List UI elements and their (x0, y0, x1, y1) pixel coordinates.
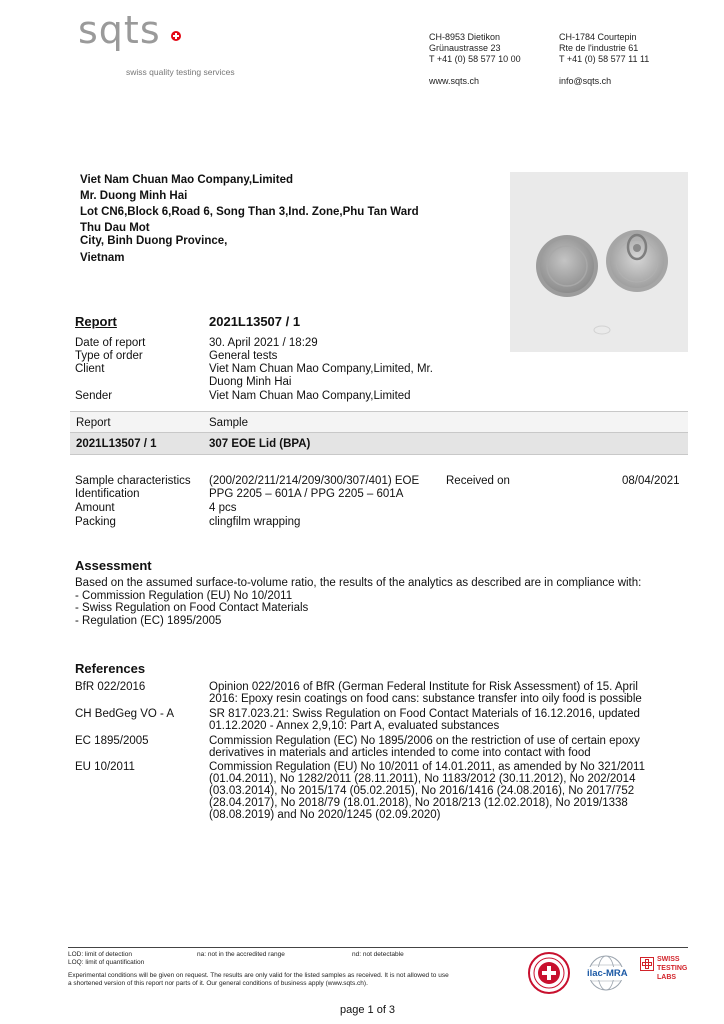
reference-line: (28.04.2017), No 2018/79 (18.01.2018), No 2018/213 (12.02.2018), No 2019/1338 (209, 797, 628, 809)
stl-line: SWISS (657, 956, 680, 963)
reference-key: EC 1895/2005 (75, 735, 149, 747)
client-address-block (80, 172, 419, 266)
reference-key: CH BedGeg VO - A (75, 708, 175, 720)
client-city-province: City, Binh Duong Province, (80, 235, 228, 247)
reference-line: (03.03.2014), No 2015/174 (05.02.2015), No 2016/1416 (24.08.2016), No 2017/752 (209, 785, 635, 797)
column-header: Sample (209, 417, 248, 429)
assessment-line: - Commission Regulation (EU) No 10/2011 (75, 589, 293, 602)
table-header-row (70, 411, 688, 433)
client-company: Viet Nam Chuan Mao Company,Limited (80, 174, 293, 186)
logo-wordmark: sqts (78, 8, 161, 52)
references-title: References (75, 661, 146, 676)
assessment-text (75, 577, 641, 627)
assessment-title: Assessment (75, 558, 152, 573)
field-label: Packing (75, 516, 116, 528)
address-line: Grünaustrasse 23 (429, 43, 501, 53)
reference-text (209, 708, 687, 732)
identification: PPG 2205 – 601A / PPG 2205 – 601A (209, 488, 404, 500)
reference-key: BfR 022/2016 (75, 681, 146, 693)
field-label: Date of report (75, 337, 146, 349)
amount: 4 pcs (209, 502, 237, 514)
report-label: Report (75, 314, 117, 329)
logo-tagline: swiss quality testing services (126, 67, 235, 77)
packing: clingfilm wrapping (209, 516, 301, 528)
sample-table (70, 411, 688, 455)
reference-line: derivatives in materials and articles intended to come into contact with food (209, 747, 591, 759)
reference-line: (01.04.2011), No 1282/2011 (28.11.2011), No 1183/2012 (30.11.2012), No 202/2014 (209, 773, 636, 785)
sample-characteristics: (200/202/211/214/209/300/307/401) EOE (209, 475, 420, 487)
client-person: Mr. Duong Minh Hai (80, 190, 188, 202)
swiss-accreditation-seal (528, 952, 570, 994)
phone-line: T +41 (0) 58 577 11 11 (559, 54, 650, 64)
sample-photo (510, 172, 688, 352)
field-label: Amount (75, 502, 115, 514)
field-label: Identification (75, 488, 140, 500)
assessment-line: - Regulation (EC) 1895/2005 (75, 614, 222, 627)
received-on-label: Received on (446, 475, 510, 487)
reference-line: (08.08.2019) and No 2020/1245 (02.09.2020) (209, 809, 441, 821)
office-dietikon-address (429, 32, 521, 87)
stl-line: TESTING (657, 965, 688, 972)
field-label: Sender (75, 390, 113, 402)
table-row (70, 433, 688, 455)
swiss-cross-seal-icon (528, 952, 570, 994)
legend-lod: LOD: limit of detection (68, 951, 132, 958)
ilac-label: ilac-MRA (587, 968, 628, 979)
swiss-cross-icon (171, 31, 181, 41)
office-courtepin-address (559, 32, 649, 87)
legend-loq: LOQ: limit of quantification (68, 959, 145, 966)
column-header: Report (76, 417, 111, 429)
reference-text (209, 681, 687, 705)
client-value: Viet Nam Chuan Mao Company,Limited, Mr. (209, 363, 433, 375)
reference-key: EU 10/2011 (75, 761, 135, 773)
email-link[interactable]: info@sqts.ch (559, 76, 612, 86)
sender-value: Viet Nam Chuan Mao Company,Limited (209, 390, 411, 402)
swiss-testing-labs-logo (640, 955, 690, 993)
ilac-mra-logo (578, 953, 634, 993)
type-of-order: General tests (209, 350, 278, 362)
disclaimer-line: Experimental conditions will be given on request. The results are only valid for the listed samples as received. It is not allowed to use (68, 972, 449, 979)
reference-line: Commission Regulation (EU) No 10/2011 of 14.01.2011, as amended by No 321/2011 (209, 761, 645, 773)
client-country: Vietnam (80, 252, 125, 264)
stl-line: LABS (657, 974, 677, 981)
field-label: Type of order (75, 350, 143, 362)
field-label: Client (75, 363, 105, 375)
report-number: 2021L13507 / 1 (209, 314, 301, 329)
reference-line: Commission Regulation (EC) No 1895/2006 on the restriction of use of certain epoxy (209, 735, 640, 747)
address-line: CH-8953 Dietikon (429, 32, 501, 42)
disclaimer-line: a shortened version of this report nor parts of it. Our general conditions of business apply (www.sqts.ch). (68, 980, 368, 987)
sqts-logo (78, 8, 258, 82)
reference-text (209, 735, 687, 759)
reference-line: 01.12.2020 - Annex 2,9,10: Part A, evaluated substances (209, 720, 500, 732)
can-lids-image (510, 172, 688, 352)
reference-line: Opinion 022/2016 of BfR (German Federal Institute for Risk Assessment) of 15. April (209, 681, 638, 693)
reference-line: SR 817.023.21: Swiss Regulation on Food Contact Materials of 16.12.2016, updated (209, 708, 640, 720)
assessment-line: Based on the assumed surface-to-volume ratio, the results of the analytics as described are in compliance with: (75, 577, 642, 589)
received-on-date: 08/04/2021 (622, 475, 680, 487)
reference-text (209, 761, 687, 821)
address-line: CH-1784 Courtepin (559, 32, 637, 42)
client-value-cont: Duong Minh Hai (209, 376, 292, 388)
legend-nd: nd: not detectable (352, 951, 404, 958)
legend-na: na: not in the accredited range (197, 951, 285, 958)
address-line: Rte de l'industrie 61 (559, 43, 639, 53)
website-link[interactable]: www.sqts.ch (429, 76, 480, 86)
field-label: Sample characteristics (75, 475, 191, 487)
report-cell: 2021L13507 / 1 (76, 438, 157, 450)
phone-line: T +41 (0) 58 577 10 00 (429, 54, 521, 64)
date-of-report: 30. April 2021 / 18:29 (209, 337, 318, 349)
page-number: page 1 of 3 (340, 1004, 396, 1016)
assessment-line: - Swiss Regulation on Food Contact Materials (75, 602, 309, 614)
footer-divider (68, 947, 688, 948)
reference-line: 2016: Epoxy resin coatings on food cans: substance transfer into oily food is possible (209, 693, 642, 705)
sample-cell: 307 EOE Lid (BPA) (209, 438, 311, 450)
stl-text (657, 955, 687, 982)
client-city: Thu Dau Mot (80, 222, 150, 234)
stl-cross-icon (640, 957, 654, 971)
client-street: Lot CN6,Block 6,Road 6, Song Than 3,Ind. Zone,Phu Tan Ward (80, 206, 419, 218)
